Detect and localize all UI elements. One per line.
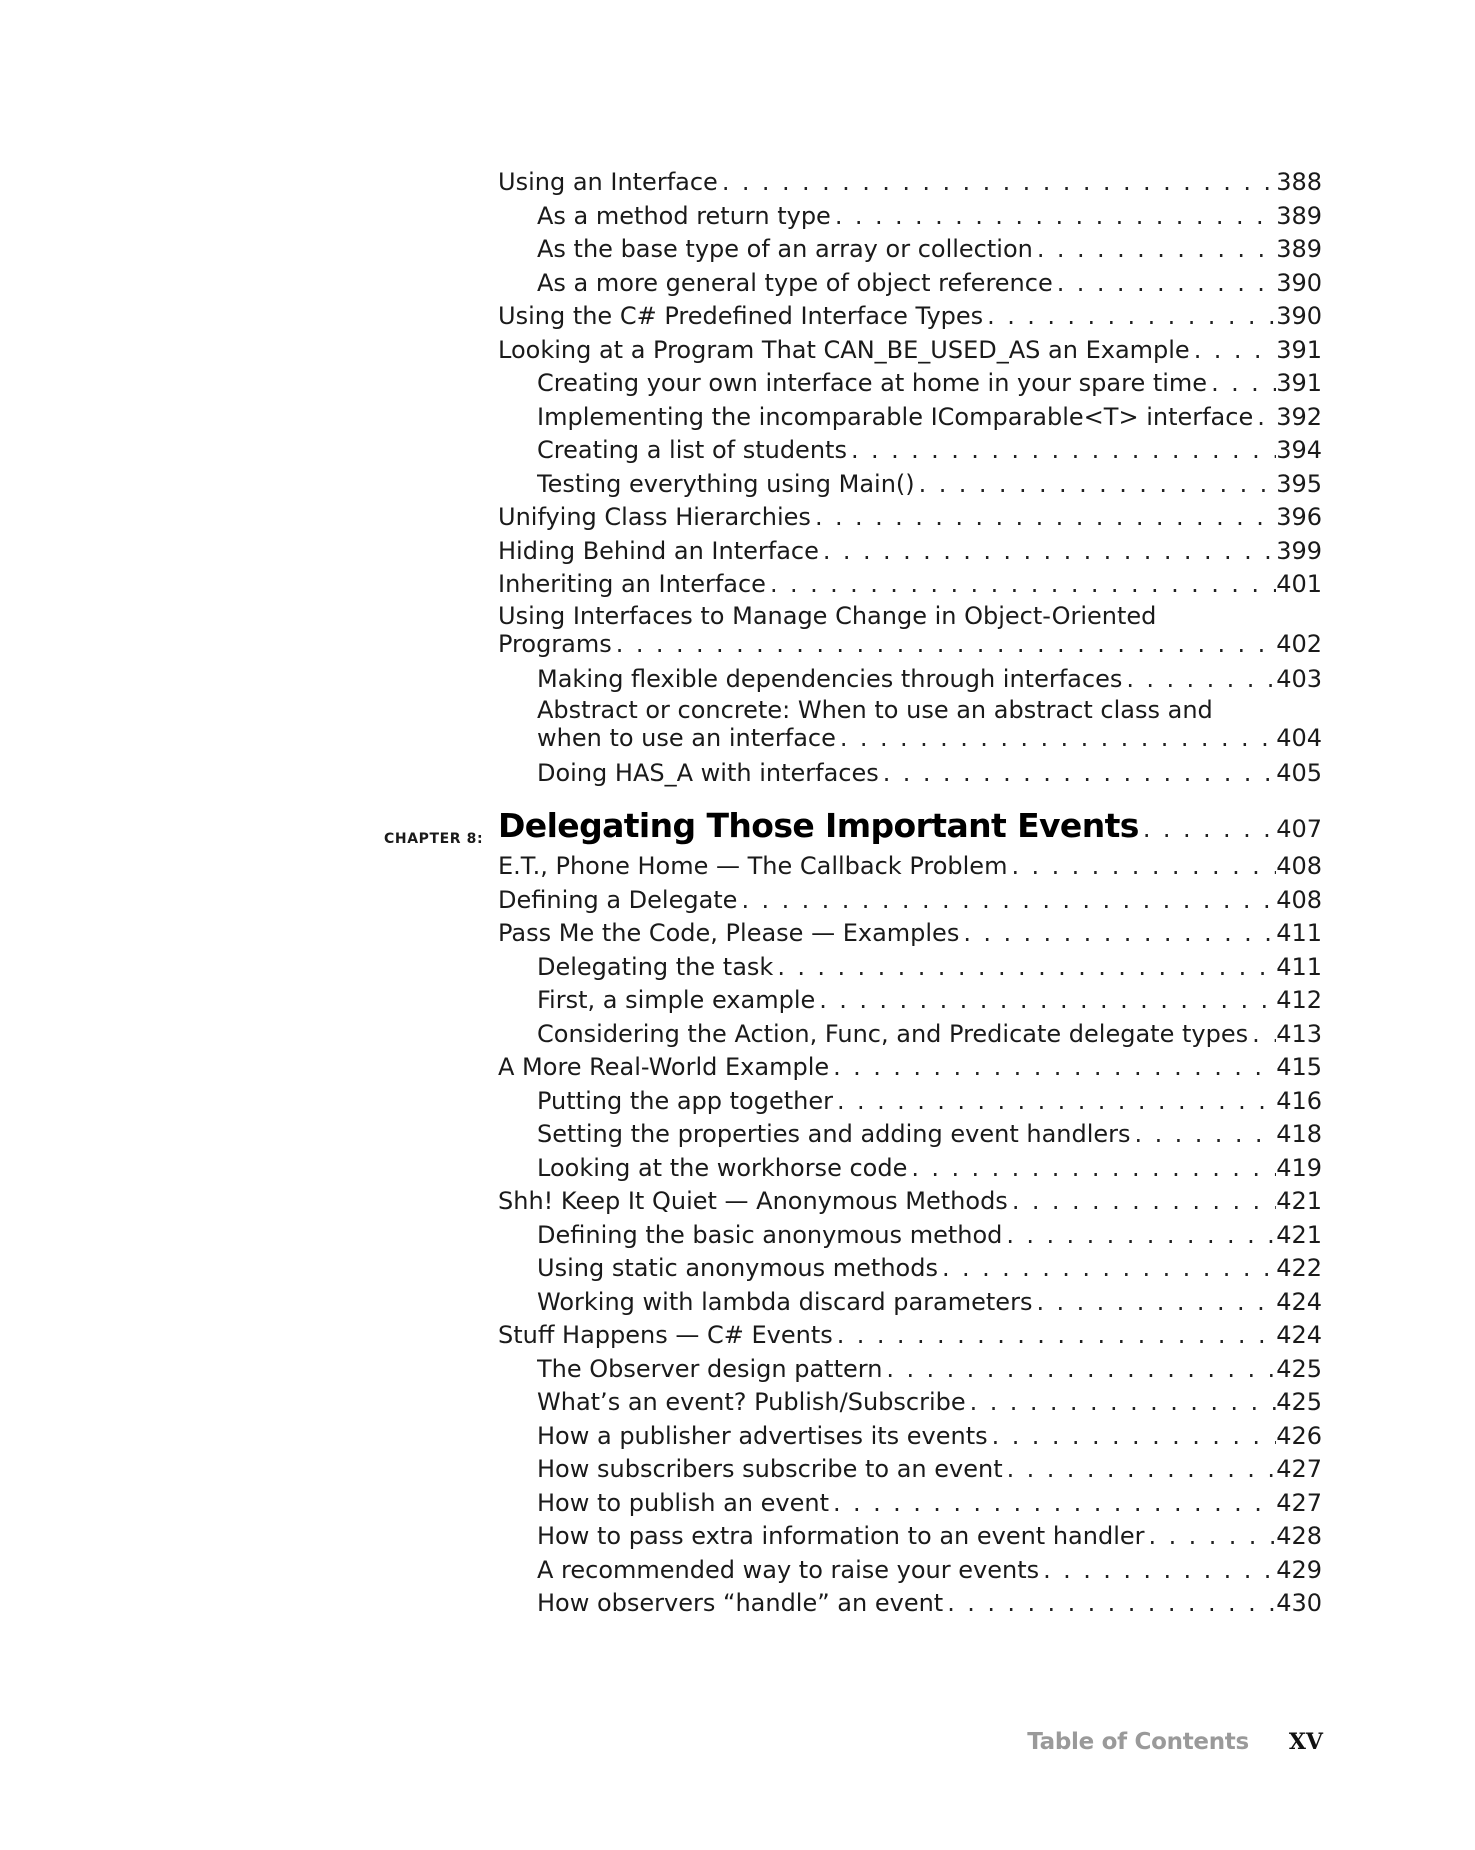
toc-entry-row — [537, 1587, 1322, 1621]
dot-leader — [943, 1587, 1276, 1621]
toc-entry — [498, 233, 1322, 267]
toc-entry-page-number: 425 — [1276, 1354, 1322, 1383]
toc-entry-page-number: 389 — [1276, 201, 1322, 230]
toc-entry-title: What’s an event? Publish/Subscribe — [537, 1388, 966, 1416]
toc-entry-title: Working with lambda discard parameters — [537, 1287, 1033, 1316]
toc-entry-title: when to use an interface — [537, 724, 836, 752]
toc-entry-row — [498, 1319, 1322, 1353]
toc-entry-row — [498, 166, 1322, 200]
toc-entry-row — [498, 300, 1322, 334]
toc-entry-title: How observers “handle” an event — [537, 1589, 944, 1617]
toc-entry — [498, 1520, 1322, 1554]
dot-leader — [1131, 1118, 1277, 1152]
toc-entry-page-number: 404 — [1276, 724, 1322, 752]
toc-entry-page-number: 416 — [1276, 1086, 1322, 1115]
toc-entry-title: Implementing the incomparable IComparable<T> interface — [537, 402, 1254, 431]
toc-entry-row — [537, 1252, 1322, 1286]
toc-entry-row — [498, 568, 1322, 602]
dot-leader — [1248, 1018, 1276, 1052]
toc-entry-row — [498, 1051, 1322, 1085]
toc-entry-title: How subscribers subscribe to an event — [537, 1455, 1003, 1483]
chapter-label: CHAPTER 8: — [384, 830, 484, 847]
toc-entry-title: Defining the basic anonymous method — [537, 1220, 1003, 1249]
toc-entry-row — [498, 917, 1322, 951]
toc-entry-page-number: 413 — [1276, 1019, 1322, 1048]
dot-leader — [815, 984, 1276, 1018]
toc-entry-title: Inheriting an Interface — [498, 570, 766, 598]
toc-entry-title: Creating your own interface at home in your spare time — [537, 369, 1208, 397]
toc-entry — [498, 663, 1322, 697]
toc-entry — [498, 434, 1322, 468]
toc-entry-title: How to pass extra information to an event handler — [537, 1522, 1145, 1550]
toc-entry — [498, 1319, 1322, 1353]
toc-entry-page-number: 421 — [1276, 1187, 1322, 1215]
toc-entry-row — [537, 434, 1322, 468]
dot-leader — [819, 535, 1276, 569]
toc-entry-page-number: 389 — [1276, 235, 1322, 263]
dot-leader — [1207, 367, 1276, 401]
toc-entry-page-number: 419 — [1276, 1153, 1322, 1182]
toc-entry — [498, 1420, 1322, 1454]
toc-entry-title: Defining a Delegate — [498, 885, 738, 914]
toc-entry-page-number: 411 — [1276, 919, 1322, 947]
toc-entry-title: Using the C# Predefined Interface Types — [498, 302, 984, 330]
toc-entry-page-number: 402 — [1276, 629, 1322, 658]
toc-entry-title-line1: Using Interfaces to Manage Change in Object-Oriented — [498, 601, 1157, 630]
toc-entry-page-number: 412 — [1276, 986, 1322, 1014]
toc-entry — [498, 1085, 1322, 1119]
toc-entry-page-number: 391 — [1276, 369, 1322, 397]
toc-section-interfaces — [498, 166, 1322, 791]
toc-entry — [498, 1487, 1322, 1521]
toc-entry — [498, 300, 1322, 334]
toc-entry — [498, 1386, 1322, 1420]
toc-entry-row — [498, 535, 1322, 569]
toc-entry — [498, 401, 1322, 435]
dot-leader — [612, 630, 1276, 658]
dot-leader — [1008, 1185, 1276, 1219]
dot-leader — [959, 917, 1276, 951]
toc-entry — [498, 334, 1322, 368]
dot-leader — [766, 568, 1276, 602]
dot-leader — [773, 951, 1276, 985]
toc-entry-row — [537, 401, 1322, 435]
dot-leader — [1053, 267, 1276, 301]
toc-entry-page-number: 418 — [1276, 1120, 1322, 1148]
toc-entry-title: Considering the Action, Func, and Predicate delegate types — [537, 1019, 1249, 1048]
toc-entry-page-number: 391 — [1276, 335, 1322, 364]
toc-entry-row — [498, 850, 1322, 884]
dot-leader — [1003, 1453, 1277, 1487]
toc-entry-row — [537, 1152, 1322, 1186]
toc-entry-title: Looking at the workhorse code — [537, 1153, 908, 1182]
dot-leader — [836, 724, 1276, 752]
toc-entry — [498, 166, 1322, 200]
dot-leader — [882, 1353, 1276, 1387]
toc-entry-title: Unifying Class Hierarchies — [498, 503, 811, 531]
toc-entry — [498, 367, 1322, 401]
toc-entry — [498, 1118, 1322, 1152]
toc-entry-page-number: 395 — [1276, 469, 1322, 498]
toc-entry-row — [537, 1118, 1322, 1152]
toc-entry-row — [498, 630, 1322, 658]
toc-entry — [498, 200, 1322, 234]
toc-entry — [498, 850, 1322, 884]
dot-leader — [737, 884, 1276, 918]
dot-leader — [811, 501, 1276, 535]
toc-entry-page-number: 403 — [1276, 664, 1322, 693]
toc-entry-row — [537, 233, 1322, 267]
toc-entry-page-number: 399 — [1276, 536, 1322, 565]
chapter-row — [498, 809, 1322, 847]
dot-leader — [1039, 1554, 1276, 1588]
toc-entry-page-number: 392 — [1276, 402, 1322, 431]
toc-entry-row — [498, 1185, 1322, 1219]
toc-entry-page-number: 427 — [1276, 1488, 1322, 1517]
toc-entry — [498, 1219, 1322, 1253]
dot-leader — [938, 1252, 1276, 1286]
toc-entry-page-number: 394 — [1276, 436, 1322, 464]
toc-entry-row — [537, 663, 1322, 697]
dot-leader — [1007, 850, 1276, 884]
dot-leader — [847, 434, 1276, 468]
dot-leader — [1253, 401, 1276, 435]
toc-entry-page-number: 426 — [1276, 1421, 1322, 1450]
toc-entry — [498, 501, 1322, 535]
dot-leader — [915, 468, 1277, 502]
toc-entry-title: How a publisher advertises its events — [537, 1421, 988, 1450]
toc-entry-title: E.T., Phone Home — The Callback Problem — [498, 852, 1008, 880]
toc-entry-row — [498, 884, 1322, 918]
toc-entry-page-number: 424 — [1276, 1321, 1322, 1349]
toc-entry-row — [537, 1420, 1322, 1454]
dot-leader — [1032, 1286, 1276, 1320]
toc-entry — [498, 568, 1322, 602]
toc-entry-page-number: 390 — [1276, 302, 1322, 330]
toc-entry-page-number: 408 — [1276, 852, 1322, 880]
toc-entry — [498, 1453, 1322, 1487]
toc-entry-title: Stuff Happens — C# Events — [498, 1321, 833, 1349]
dot-leader — [907, 1152, 1276, 1186]
toc-entry-row — [537, 1386, 1322, 1420]
dot-leader — [1122, 663, 1276, 697]
dot-leader — [988, 1420, 1277, 1454]
toc-entry — [498, 696, 1322, 757]
toc-entry-page-number: 415 — [1276, 1053, 1322, 1081]
toc-entry — [498, 1587, 1322, 1621]
dot-leader — [983, 300, 1276, 334]
toc-entry-row — [537, 984, 1322, 1018]
toc-entry-title-line1: Abstract or concrete: When to use an abstract class and — [537, 696, 1213, 724]
dot-leader — [1145, 1520, 1277, 1554]
toc-entry-title: A recommended way to raise your events — [537, 1555, 1040, 1584]
toc-entry — [498, 1051, 1322, 1085]
toc-entry-row — [537, 724, 1322, 752]
dot-leader — [831, 200, 1276, 234]
toc-entry-row — [537, 1487, 1322, 1521]
dot-leader — [1139, 813, 1276, 847]
toc-entry-title: As a more general type of object reference — [537, 268, 1053, 297]
toc-entry-page-number: 427 — [1276, 1455, 1322, 1483]
dot-leader — [829, 1051, 1276, 1085]
toc-entry — [498, 1152, 1322, 1186]
dot-leader — [1190, 334, 1276, 368]
toc-entry-title: Looking at a Program That CAN_BE_USED_AS an Example — [498, 335, 1190, 364]
toc-entry-title: First, a simple example — [537, 986, 816, 1014]
toc-entry-row — [537, 1286, 1322, 1320]
toc-entry-row — [537, 1085, 1322, 1119]
toc-entry-page-number: 428 — [1276, 1522, 1322, 1550]
toc-entry-title: Programs — [498, 629, 612, 658]
toc-entry-page-number: 411 — [1276, 952, 1322, 981]
toc-entry-title: Creating a list of students — [537, 436, 847, 464]
toc-entry — [498, 917, 1322, 951]
toc-entry-row — [537, 1018, 1322, 1052]
dot-leader — [1033, 233, 1276, 267]
toc-entry-title: As a method return type — [537, 201, 831, 230]
toc-entry-row — [537, 951, 1322, 985]
toc-entry — [498, 1286, 1322, 1320]
table-of-contents — [384, 166, 1322, 1621]
toc-entry-page-number: 430 — [1276, 1589, 1322, 1617]
footer-section-label: Table of Contents — [1027, 1729, 1249, 1755]
toc-entry — [498, 984, 1322, 1018]
toc-entry-page-number: 405 — [1276, 759, 1322, 787]
toc-entry-row — [537, 757, 1322, 791]
toc-entry — [498, 1252, 1322, 1286]
toc-entry-title: Shh! Keep It Quiet — Anonymous Methods — [498, 1187, 1008, 1215]
dot-leader — [966, 1386, 1277, 1420]
toc-entry-row — [537, 200, 1322, 234]
toc-entry — [498, 1353, 1322, 1387]
toc-entry-title: Testing everything using Main() — [537, 469, 915, 498]
toc-entry-title: Using an Interface — [498, 168, 718, 196]
toc-entry-row — [537, 1219, 1322, 1253]
toc-entry — [498, 1185, 1322, 1219]
chapter-page-number: 407 — [1276, 814, 1322, 843]
toc-entry-row — [537, 1453, 1322, 1487]
toc-entry — [498, 1018, 1322, 1052]
toc-entry-title: As the base type of an array or collection — [537, 235, 1033, 263]
dot-leader — [718, 166, 1276, 200]
toc-entry — [498, 535, 1322, 569]
toc-entry-page-number: 408 — [1276, 885, 1322, 914]
footer-page-number: XV — [1288, 1729, 1323, 1755]
toc-entry-row — [498, 501, 1322, 535]
toc-entry-page-number: 424 — [1276, 1287, 1322, 1316]
toc-entry-page-number: 425 — [1276, 1388, 1322, 1416]
toc-entry-page-number: 388 — [1276, 168, 1322, 196]
toc-entry-page-number: 396 — [1276, 503, 1322, 531]
toc-entry-row — [498, 334, 1322, 368]
chapter-heading — [384, 808, 1322, 847]
toc-entry — [498, 757, 1322, 791]
toc-entry — [498, 468, 1322, 502]
toc-entry — [498, 884, 1322, 918]
dot-leader — [1002, 1219, 1276, 1253]
chapter-title: Delegating Those Important Events — [498, 808, 1139, 845]
toc-entry-page-number: 422 — [1276, 1254, 1322, 1282]
toc-entry-row — [537, 367, 1322, 401]
toc-entry-row — [537, 1520, 1322, 1554]
toc-entry — [498, 602, 1322, 663]
dot-leader — [879, 757, 1276, 791]
toc-entry-title: Putting the app together — [537, 1086, 833, 1115]
dot-leader — [833, 1319, 1276, 1353]
toc-entry-page-number: 390 — [1276, 268, 1322, 297]
toc-entry-title: Using static anonymous methods — [537, 1254, 938, 1282]
toc-section-delegates — [498, 850, 1322, 1621]
toc-entry-title: Setting the properties and adding event handlers — [537, 1120, 1131, 1148]
dot-leader — [829, 1487, 1276, 1521]
toc-entry-title: Delegating the task — [537, 952, 774, 981]
toc-entry-page-number: 401 — [1276, 570, 1322, 598]
toc-entry-page-number: 429 — [1276, 1555, 1322, 1584]
dot-leader — [833, 1085, 1276, 1119]
toc-entry-row — [537, 468, 1322, 502]
toc-entry — [498, 267, 1322, 301]
toc-entry-title: The Observer design pattern — [537, 1354, 883, 1383]
toc-entry-title: Making flexible dependencies through interfaces — [537, 664, 1123, 693]
toc-entry-row — [537, 1554, 1322, 1588]
toc-entry — [498, 951, 1322, 985]
toc-entry-row — [537, 267, 1322, 301]
toc-entry-title: Hiding Behind an Interface — [498, 536, 819, 565]
toc-entry-row — [537, 1353, 1322, 1387]
toc-entry — [498, 1554, 1322, 1588]
toc-entry-page-number: 421 — [1276, 1220, 1322, 1249]
toc-entry-title: Doing HAS_A with interfaces — [537, 759, 879, 787]
toc-entry-title: How to publish an event — [537, 1488, 829, 1517]
toc-entry-title: A More Real-World Example — [498, 1053, 830, 1081]
toc-entry-title: Pass Me the Code, Please — Examples — [498, 919, 960, 947]
page-footer — [1027, 1729, 1323, 1755]
